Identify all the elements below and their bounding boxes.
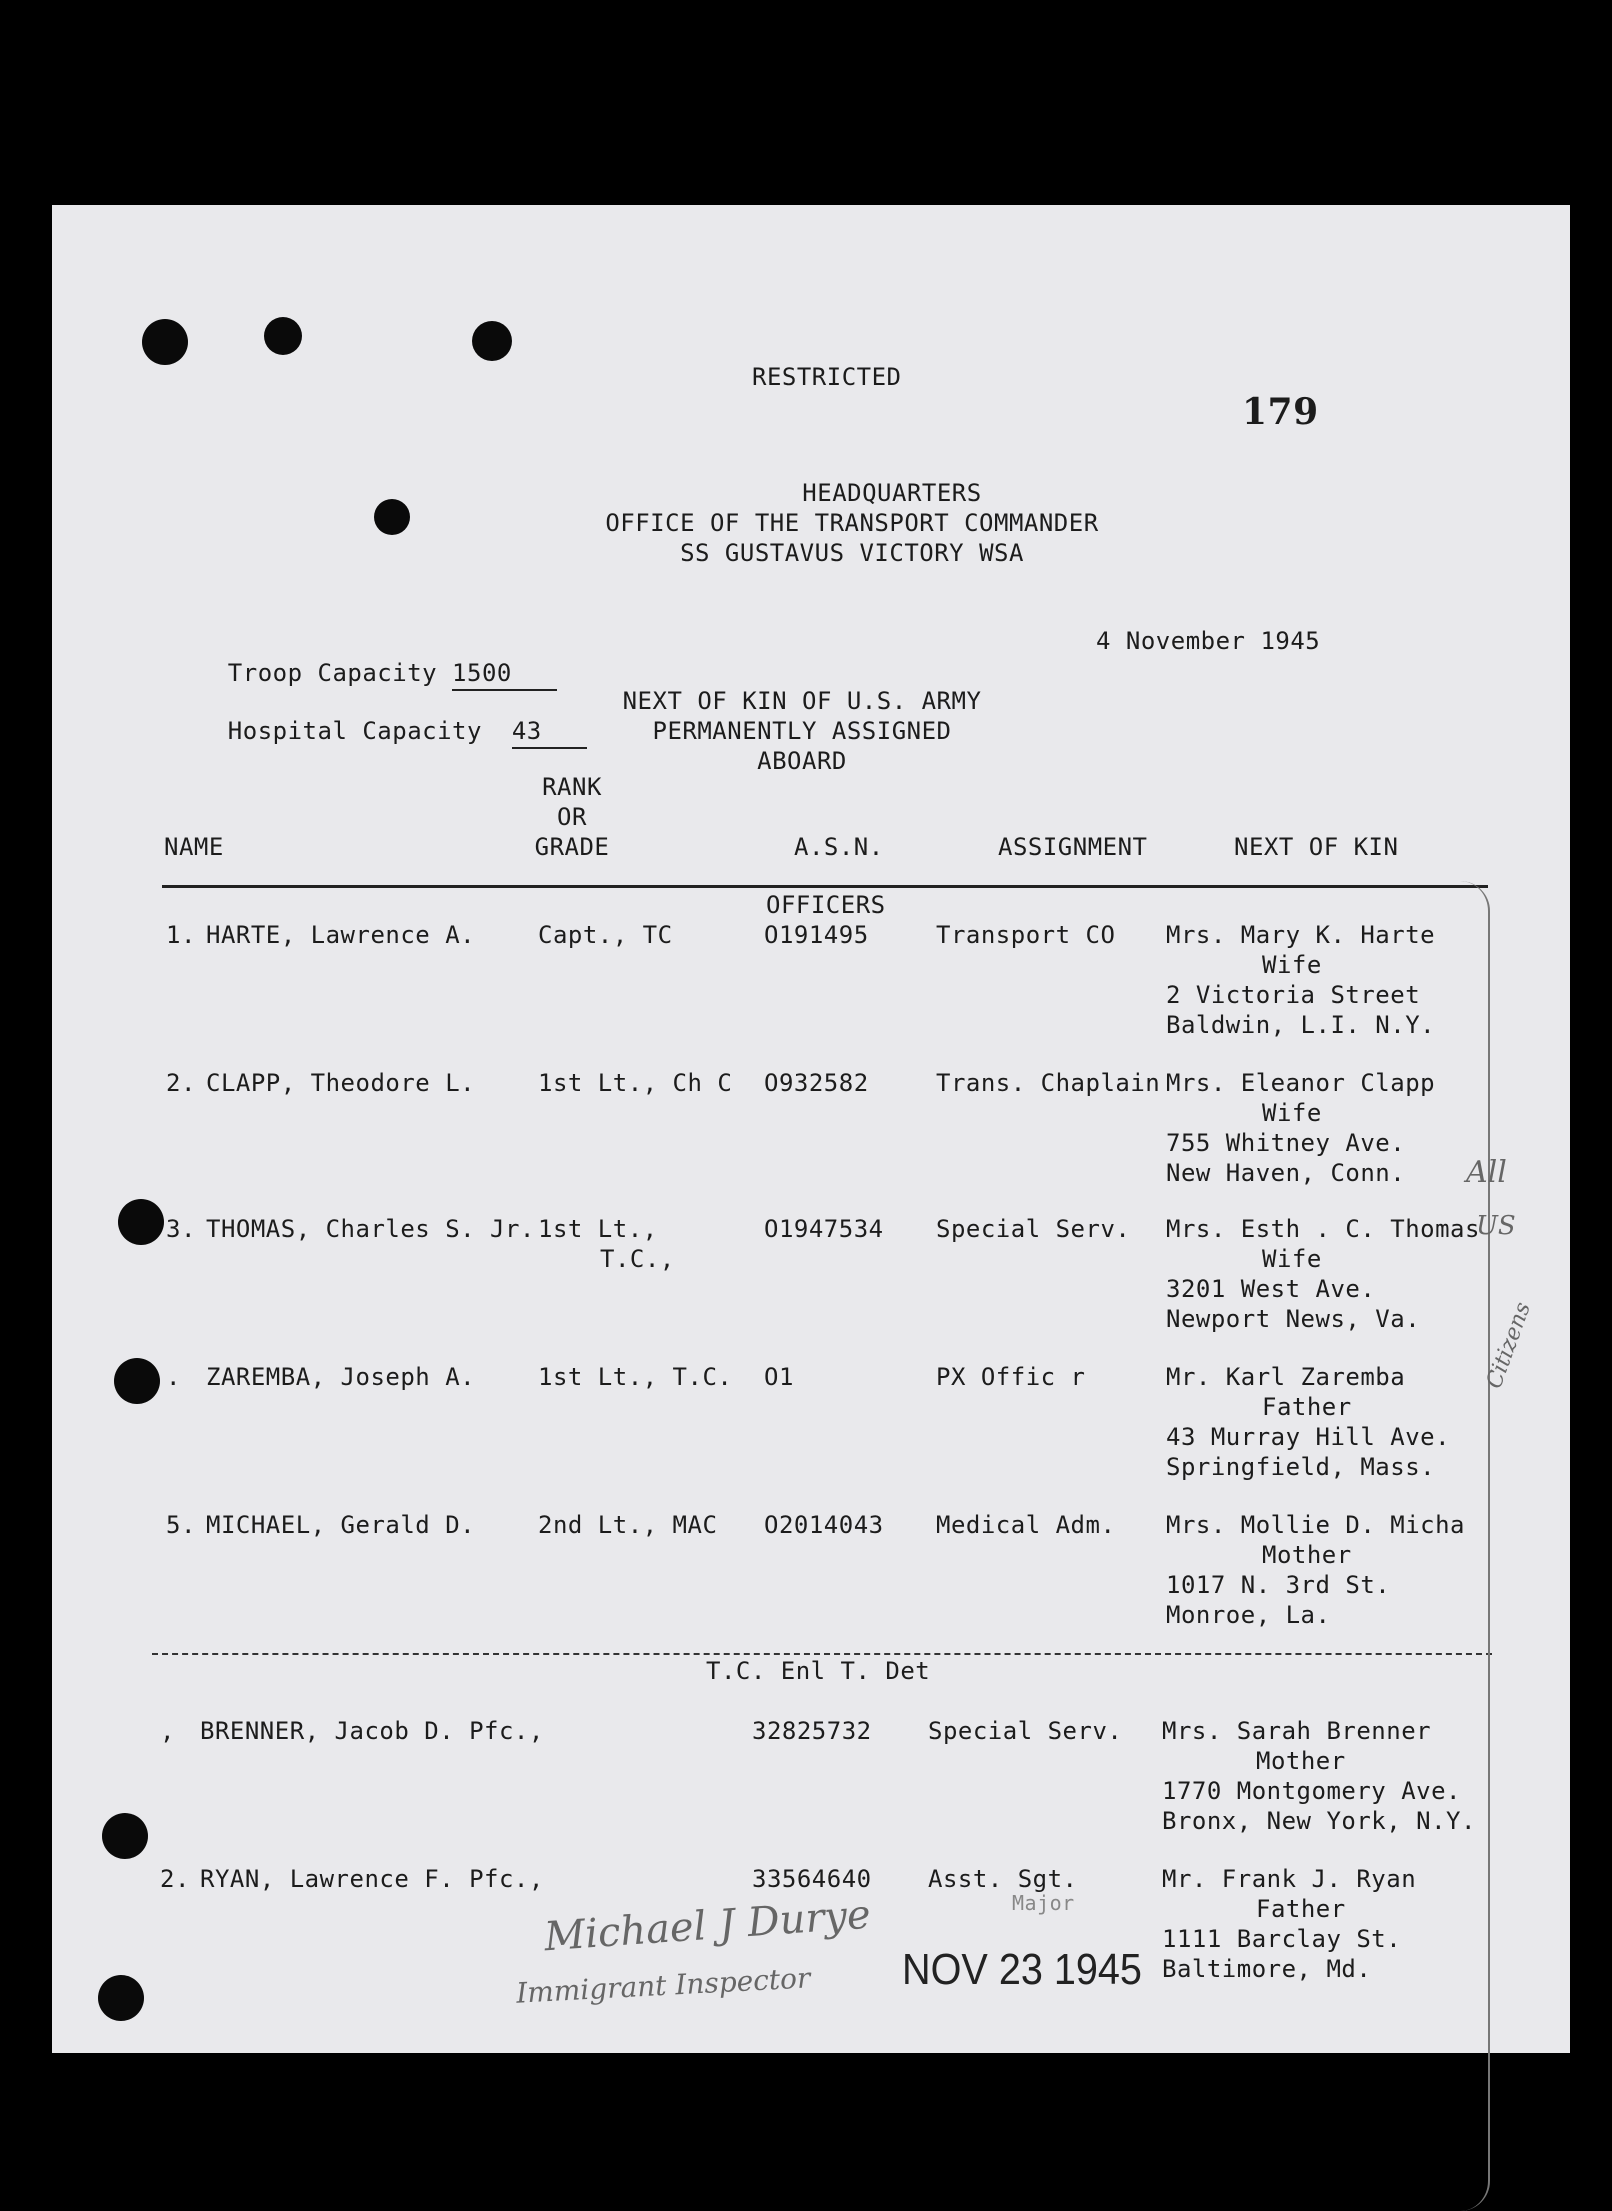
margin-note: All <box>1466 1155 1507 1190</box>
margin-note: US <box>1476 1211 1516 1241</box>
assignment: Medical Adm. <box>936 1511 1116 1539</box>
assignment: Asst. Sgt. <box>928 1865 1078 1893</box>
office-heading: OFFICE OF THE TRANSPORT COMMANDER <box>605 509 1099 537</box>
next-of-kin-address-line2: Baldwin, L.I. N.Y. <box>1166 1011 1436 1039</box>
document-date: 4 November 1945 <box>1096 627 1321 655</box>
list-title-line3: ABOARD <box>757 747 847 775</box>
next-of-kin-name: Mrs. Sarah Brenner <box>1162 1717 1432 1745</box>
next-of-kin-address-line2: Newport News, Va. <box>1166 1305 1421 1333</box>
date-stamp: NOV 23 1945 <box>902 1945 1142 1994</box>
service-member-name: HARTE, Lawrence A. <box>206 921 476 949</box>
rank-grade-line2: T.C., <box>600 1245 675 1273</box>
next-of-kin-name: Mrs. Mary K. Harte <box>1166 921 1436 949</box>
next-of-kin-address-line2: New Haven, Conn. <box>1166 1159 1406 1187</box>
column-header-rank: RANK <box>542 773 602 801</box>
next-of-kin-name: Mrs. Eleanor Clapp <box>1166 1069 1436 1097</box>
column-header-grade: GRADE <box>534 833 610 861</box>
margin-bracket <box>1448 881 1490 2211</box>
service-member-name: CLAPP, Theodore L. <box>206 1069 476 1097</box>
list-title-line1: NEXT OF KIN OF U.S. ARMY <box>622 687 982 715</box>
next-of-kin-address-line2: Springfield, Mass. <box>1166 1453 1436 1481</box>
service-number: O1 <box>764 1363 794 1391</box>
punch-hole <box>264 317 302 355</box>
row-number: 2. <box>160 1865 190 1893</box>
column-header-assignment: ASSIGNMENT <box>998 833 1148 861</box>
service-number: 32825732 <box>752 1717 872 1745</box>
rank-grade: 2nd Lt., MAC <box>538 1511 718 1539</box>
assignment: Transport CO <box>936 921 1116 949</box>
page-number: 179 <box>1242 391 1319 433</box>
hospital-capacity-label: Hospital Capacity <box>227 717 482 745</box>
next-of-kin-address-line1: 3201 West Ave. <box>1166 1275 1376 1303</box>
assignment: Special Serv. <box>936 1215 1131 1243</box>
column-header-or: OR <box>557 803 587 831</box>
service-member-name: MICHAEL, Gerald D. <box>206 1511 476 1539</box>
hospital-capacity-value: 43 <box>512 717 542 749</box>
next-of-kin-relation: Father <box>1262 1393 1352 1421</box>
next-of-kin-relation: Wife <box>1262 1245 1322 1273</box>
troop-capacity-label: Troop Capacity <box>227 659 438 687</box>
next-of-kin-address-line2: Bronx, New York, N.Y. <box>1162 1807 1476 1835</box>
document-page <box>52 205 1570 2053</box>
section-enlisted: T.C. Enl T. Det <box>706 1657 931 1685</box>
punch-hole <box>102 1813 148 1859</box>
section-officers: OFFICERS <box>766 891 886 919</box>
service-member-name: BRENNER, Jacob D. Pfc., <box>200 1717 544 1745</box>
section-divider <box>152 1653 1492 1655</box>
column-header-next-of-kin: NEXT OF KIN <box>1234 833 1399 861</box>
assignment: Trans. Chaplain <box>936 1069 1161 1097</box>
row-number: 3. <box>166 1215 196 1243</box>
service-member-name: ZAREMBA, Joseph A. <box>206 1363 476 1391</box>
punch-hole <box>118 1199 164 1245</box>
row-number: . <box>166 1363 181 1391</box>
next-of-kin-address-line1: 43 Murray Hill Ave. <box>1166 1423 1451 1451</box>
row-number: 1. <box>166 921 196 949</box>
next-of-kin-address-line1: 2 Victoria Street <box>1166 981 1421 1009</box>
row-number: , <box>160 1717 175 1745</box>
inspector-signature: Michael J Durye <box>542 1891 873 1961</box>
rank-grade: 1st Lt., <box>538 1215 658 1243</box>
next-of-kin-name: Mr. Karl Zaremba <box>1166 1363 1406 1391</box>
list-title-line2: PERMANENTLY ASSIGNED <box>652 717 952 745</box>
next-of-kin-name: Mrs. Mollie D. Micha <box>1166 1511 1465 1539</box>
service-number: O191495 <box>764 921 869 949</box>
next-of-kin-name: Mrs. Esth . C. Thomas <box>1166 1215 1480 1243</box>
next-of-kin-relation: Wife <box>1262 951 1322 979</box>
service-member-name: RYAN, Lawrence F. Pfc., <box>200 1865 544 1893</box>
punch-hole <box>374 499 410 535</box>
troop-capacity-value: 1500 <box>452 659 512 691</box>
next-of-kin-address-line1: 1770 Montgomery Ave. <box>1162 1777 1461 1805</box>
punch-hole <box>98 1975 144 2021</box>
row-number: 5. <box>166 1511 196 1539</box>
assignment: PX Offic r <box>936 1363 1086 1391</box>
punch-hole <box>142 319 188 365</box>
rank-grade: 1st Lt., T.C. <box>538 1363 733 1391</box>
service-number: O932582 <box>764 1069 869 1097</box>
punch-hole <box>472 321 512 361</box>
service-number: 33564640 <box>752 1865 872 1893</box>
service-member-name: THOMAS, Charles S. Jr. <box>206 1215 535 1243</box>
ship-heading: SS GUSTAVUS VICTORY WSA <box>680 539 1024 567</box>
header-rule <box>162 885 1488 888</box>
punch-hole <box>114 1358 160 1404</box>
inspector-title: Immigrant Inspector <box>515 1961 812 2010</box>
next-of-kin-name: Mr. Frank J. Ryan <box>1162 1865 1417 1893</box>
column-header-asn: A.S.N. <box>794 833 884 861</box>
headquarters-heading: HEADQUARTERS <box>802 479 982 507</box>
rank-grade: Capt., TC <box>538 921 673 949</box>
next-of-kin-address-line2: Baltimore, Md. <box>1162 1955 1372 1983</box>
next-of-kin-relation: Mother <box>1262 1541 1352 1569</box>
next-of-kin-relation: Wife <box>1262 1099 1322 1127</box>
next-of-kin-address-line1: 1017 N. 3rd St. <box>1166 1571 1391 1599</box>
next-of-kin-address-line1: 1111 Barclay St. <box>1162 1925 1402 1953</box>
next-of-kin-address-line2: Monroe, La. <box>1166 1601 1331 1629</box>
column-header-name: NAME <box>164 833 224 861</box>
row-number: 2. <box>166 1069 196 1097</box>
hospital-capacity <box>168 689 587 773</box>
service-number: O2014043 <box>764 1511 884 1539</box>
margin-note: Citizens <box>1481 1299 1537 1392</box>
service-number: O1947534 <box>764 1215 884 1243</box>
next-of-kin-relation: Mother <box>1256 1747 1346 1775</box>
rank-grade: 1st Lt., Ch C <box>538 1069 733 1097</box>
next-of-kin-address-line1: 755 Whitney Ave. <box>1166 1129 1406 1157</box>
next-of-kin-relation: Father <box>1256 1895 1346 1923</box>
assignment: Special Serv. <box>928 1717 1123 1745</box>
assignment-line2: Major <box>1012 1891 1075 1915</box>
classification-label: RESTRICTED <box>752 363 902 391</box>
